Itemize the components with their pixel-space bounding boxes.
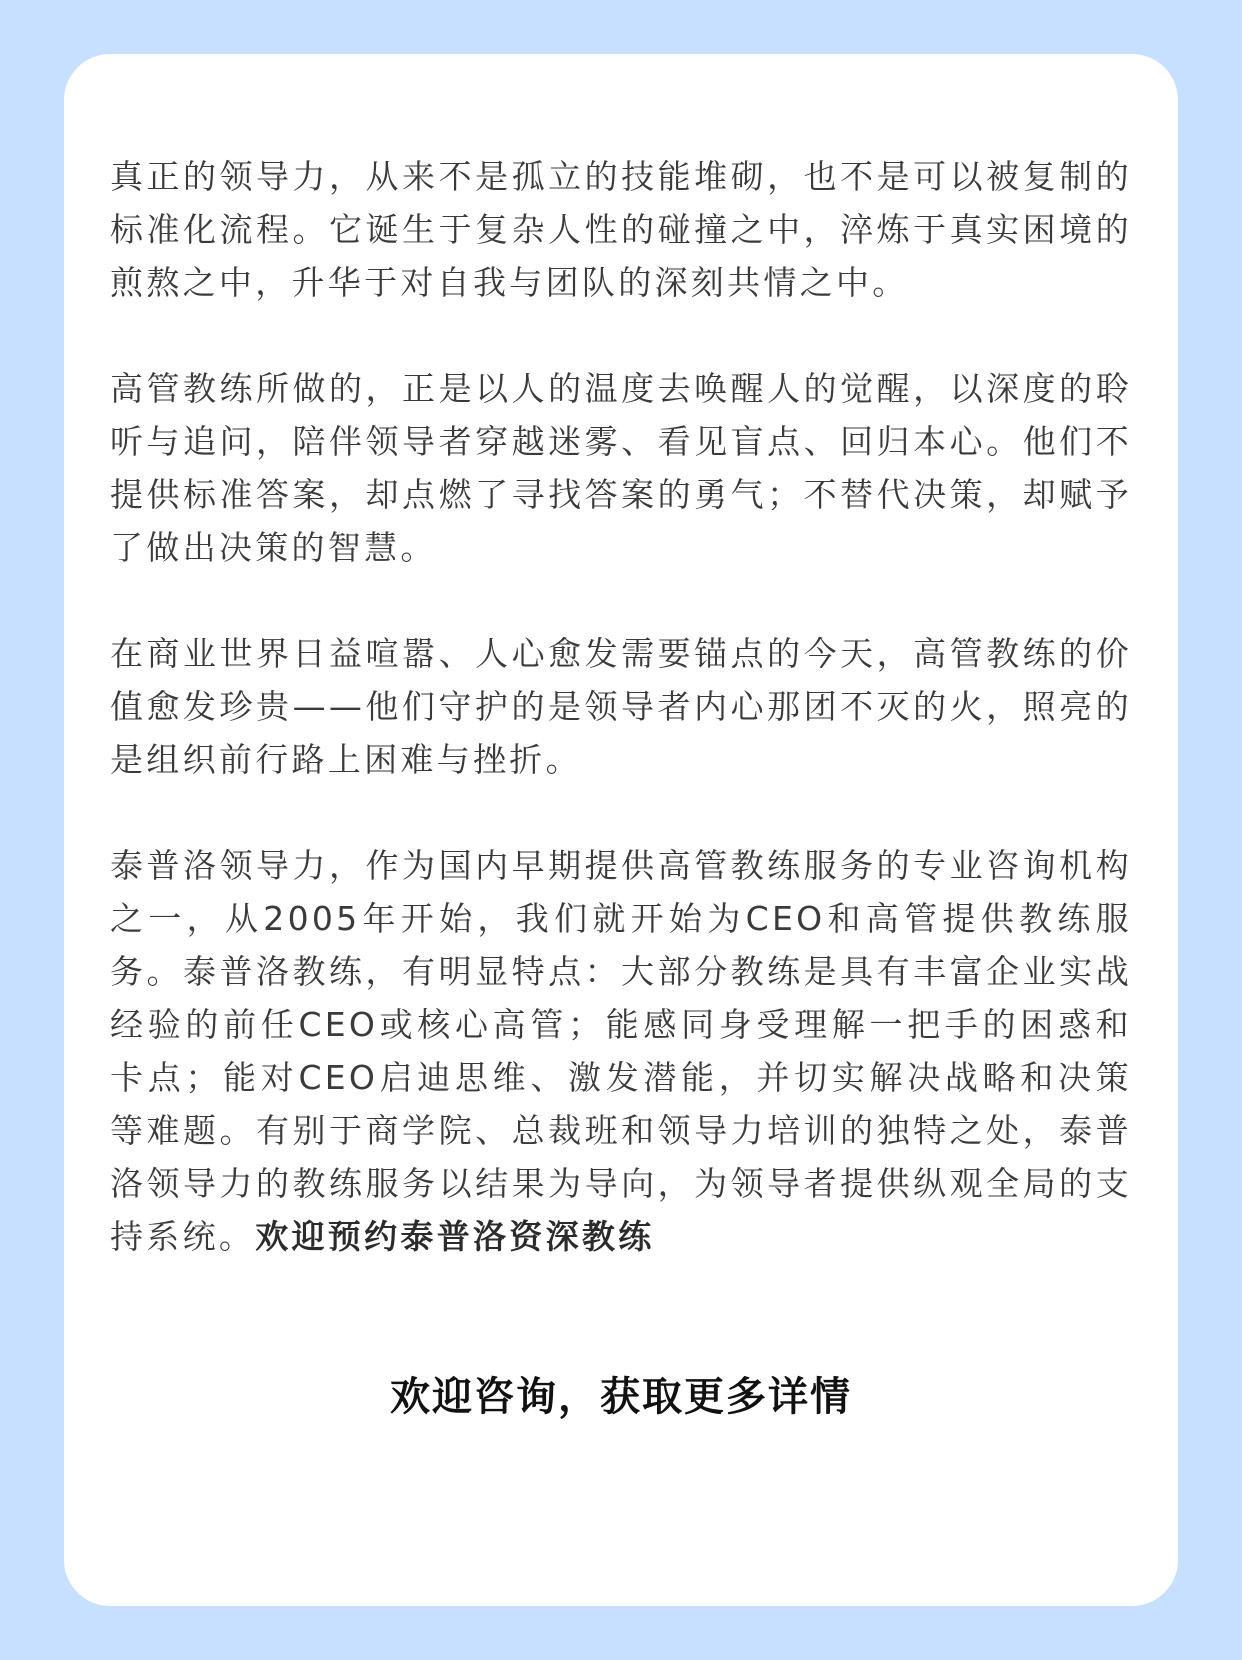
content-card (64, 54, 1178, 1606)
booking-invitation: 欢迎预约泰普洛资深教练 (255, 1217, 655, 1256)
paragraph-3: 在商业世界日益喧嚣、人心愈发需要锚点的今天，高管教练的价值愈发珍贵——他们守护的是领导者内心那团不灭的火，照亮的是组织前行路上困难与挫折。 (110, 634, 1132, 779)
paragraph-4 (110, 839, 1132, 1263)
paragraph-4-text: 泰普洛领导力，作为国内早期提供高管教练服务的专业咨询机构之一，从2005年开始，我们就开始为CEO和高管提供教练服务。泰普洛教练，有明显特点：大部分教练是具有丰富企业实战经验的前任CEO或核心高管；能感同身受理解一把手的困惑和卡点；能对CEO启迪思维、激发潜能，并切实解决战略和决策等难题。有别于商学院、总裁班和领导力培训的独特之处，泰普洛领导力的教练服务以结果为导向，为领导者提供纵观全局的支持系统。 (110, 846, 1132, 1256)
paragraph-2: 高管教练所做的，正是以人的温度去唤醒人的觉醒，以深度的聆听与追问，陪伴领导者穿越迷雾、看见盲点、回归本心。他们不提供标准答案，却点燃了寻找答案的勇气；不替代决策，却赋予了做出决策的智慧。 (110, 369, 1132, 567)
paragraph-1: 真正的领导力，从来不是孤立的技能堆砌，也不是可以被复制的标准化流程。它诞生于复杂人性的碰撞之中，淬炼于真实困境的煎熬之中，升华于对自我与团队的深刻共情之中。 (110, 157, 1132, 302)
consult-call-to-action: 欢迎咨询，获取更多详情 (390, 1374, 852, 1420)
